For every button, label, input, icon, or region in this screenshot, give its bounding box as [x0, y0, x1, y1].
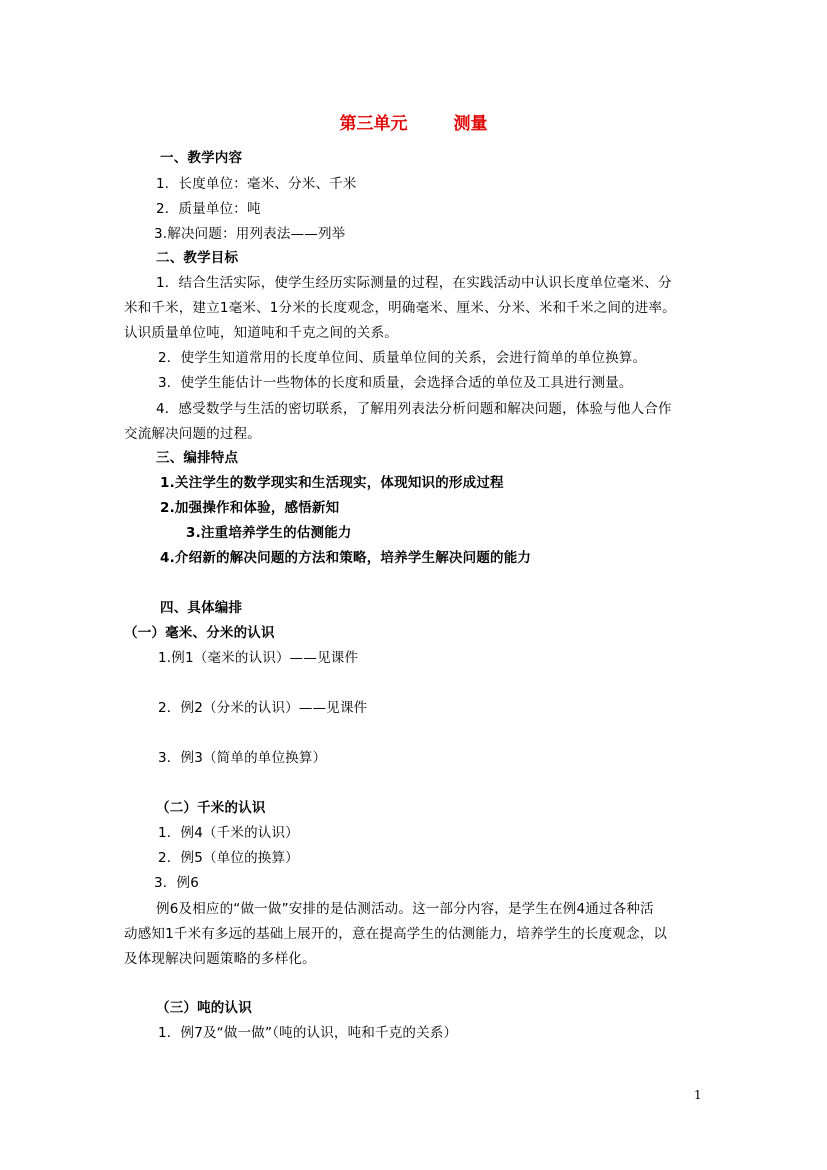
- paragraph-line: 3.解决问题：用列表法——列举: [154, 226, 346, 242]
- title-unit: 第三单元: [339, 114, 408, 134]
- paragraph-line: 2．使学生知道常用的长度单位间、质量单位间的关系，会进行简单的单位换算。: [158, 350, 647, 366]
- paragraph-line: 1．结合生活实际，使学生经历实际测量的过程，在实践活动中认识长度单位毫米、分: [156, 275, 672, 291]
- subsection-heading: （一）毫米、分米的认识: [124, 625, 275, 641]
- paragraph-line: 1．例7及“做一做”（吨的认识，吨和千克的关系）: [158, 1025, 458, 1041]
- paragraph-line: 1．长度单位：毫米、分米、千米: [156, 176, 357, 192]
- paragraph-line: 1．例4（千米的认识）: [158, 825, 299, 841]
- paragraph-line: 3．使学生能估计一些物体的长度和质量，会选择合适的单位及工具进行测量。: [158, 375, 633, 391]
- section-heading: 四、具体编排: [160, 600, 243, 616]
- paragraph-line: 1.例1（毫米的认识）——见课件: [158, 650, 359, 666]
- paragraph-line: 认识质量单位吨，知道吨和千克之间的关系。: [124, 325, 398, 341]
- paragraph-line: 米和千米，建立1毫米、1分米的长度观念，明确毫米、厘米、分米、米和千米之间的进率。: [124, 300, 676, 316]
- section-heading: 二、教学目标: [156, 250, 239, 266]
- paragraph-line: 2．质量单位：吨: [156, 201, 261, 217]
- page-number: 1: [694, 1088, 702, 1102]
- subsection-heading: （二）千米的认识: [156, 800, 266, 816]
- paragraph-line: 及体现解决问题策略的多样化。: [124, 951, 316, 967]
- paragraph-line: 3．例6: [154, 875, 199, 891]
- section-heading: 一、教学内容: [160, 150, 243, 166]
- section-heading: 三、编排特点: [156, 450, 239, 466]
- paragraph-line: 3．例3（简单的单位换算）: [158, 750, 327, 766]
- paragraph-line: 例6及相应的“做一做”安排的是估测活动。这一部分内容，是学生在例4通过各种活: [156, 901, 654, 917]
- paragraph-line: 4．感受数学与生活的密切联系，了解用列表法分析问题和解决问题，体验与他人合作: [156, 401, 672, 417]
- feature-item: 3.注重培养学生的估测能力: [186, 525, 352, 541]
- feature-item: 4.介绍新的解决问题的方法和策略，培养学生解决问题的能力: [160, 550, 532, 566]
- page-title: [0, 113, 827, 135]
- paragraph-line: 交流解决问题的过程。: [124, 426, 261, 442]
- title-topic: 测量: [453, 114, 488, 134]
- paragraph-line: 动感知1千米有多远的基础上展开的，意在提高学生的估测能力，培养学生的长度观念，以: [124, 926, 668, 942]
- feature-item: 2.加强操作和体验，感悟新知: [160, 500, 340, 516]
- subsection-heading: （三）吨的认识: [156, 1000, 252, 1016]
- paragraph-line: 2．例2（分米的认识）——见课件: [158, 700, 368, 716]
- paragraph-line: 2．例5（单位的换算）: [158, 850, 299, 866]
- feature-item: 1.关注学生的数学现实和生活现实，体现知识的形成过程: [160, 475, 504, 491]
